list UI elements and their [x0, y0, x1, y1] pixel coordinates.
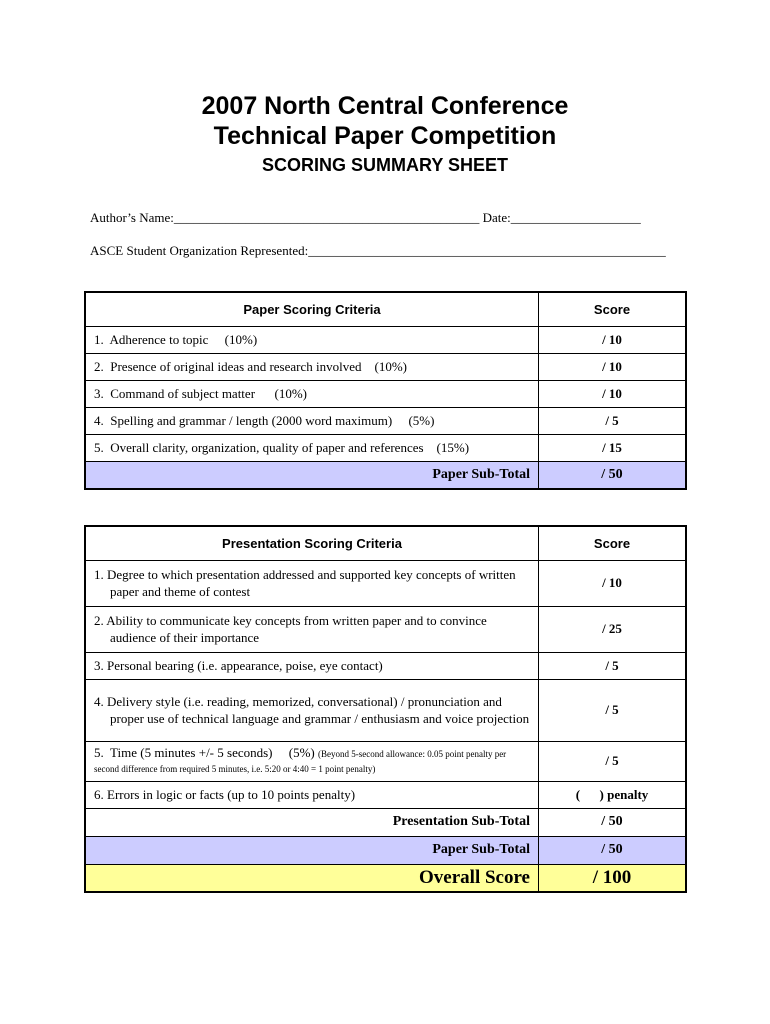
criterion-text: 4. Delivery style (i.e. reading, memorized, conversational) / pronunciation and proper use of technical language and grammar / enthusiasm and voice projection — [85, 679, 539, 741]
paper-score-header: Score — [539, 292, 687, 326]
table-row — [85, 560, 686, 606]
organization-field[interactable]: ASCE Student Organization Represented:_______________________________________________________ — [90, 243, 666, 258]
paper-subtotal-label: Paper Sub-Total — [85, 461, 539, 489]
presentation-criteria-header: Presentation Scoring Criteria — [85, 526, 539, 560]
overall-score-row — [85, 864, 686, 892]
criterion-text: 3. Command of subject matter (10%) — [85, 380, 539, 407]
score-cell[interactable]: / 15 — [539, 434, 687, 461]
paper-subtotal-score-2[interactable]: / 50 — [539, 836, 687, 864]
score-cell[interactable]: / 5 — [539, 407, 687, 434]
score-cell[interactable]: / 25 — [539, 606, 687, 652]
score-cell[interactable]: / 10 — [539, 560, 687, 606]
table-row — [85, 679, 686, 741]
table-row — [85, 606, 686, 652]
penalty-cell[interactable]: ( ) penalty — [539, 781, 687, 808]
page-subtitle: SCORING SUMMARY SHEET — [261, 155, 509, 175]
presentation-subtotal-label: Presentation Sub-Total — [85, 808, 539, 836]
criterion-text: 3. Personal bearing (i.e. appearance, poise, eye contact) — [85, 652, 539, 679]
author-name-field[interactable]: Author’s Name:_______________________________________________ Date:____________________ — [90, 210, 641, 225]
paper-scoring-table — [84, 291, 687, 490]
score-cell[interactable]: / 5 — [539, 652, 687, 679]
overall-score-label: Overall Score — [85, 864, 539, 892]
score-cell[interactable]: / 10 — [539, 380, 687, 407]
criterion-text: 2. Presence of original ideas and research involved (10%) — [85, 353, 539, 380]
score-cell[interactable]: / 5 — [539, 741, 687, 781]
overall-score-value[interactable]: / 100 — [539, 864, 687, 892]
table-row — [85, 380, 686, 407]
title-line-1: 2007 North Central Conference — [201, 92, 569, 120]
score-cell[interactable]: / 10 — [539, 326, 687, 353]
table-row — [85, 652, 686, 679]
criterion-text: 1. Degree to which presentation addressed and supported key concepts of written paper and theme of contest — [85, 560, 539, 606]
presentation-subtotal-row — [85, 808, 686, 836]
criterion-text: 5. Overall clarity, organization, quality of paper and references (15%) — [85, 434, 539, 461]
table-row — [85, 326, 686, 353]
criterion-text: 5. Time (5 minutes +/- 5 seconds) (5%) — [94, 745, 315, 760]
criterion-text: 1. Adherence to topic (10%) — [85, 326, 539, 353]
score-cell[interactable]: / 10 — [539, 353, 687, 380]
title-line-2: Technical Paper Competition — [213, 122, 557, 150]
criterion-text: 2. Ability to communicate key concepts from written paper and to convince audience of their importance — [85, 606, 539, 652]
presentation-score-header: Score — [539, 526, 687, 560]
criterion-note: (Beyond 5-second allowance: 0.05 point penalty per second difference from required 5 minutes, i.e. 5:20 or 4:40 = 1 point penalty) — [94, 749, 507, 774]
table-row — [85, 353, 686, 380]
table-row — [85, 781, 686, 808]
criterion-text: 6. Errors in logic or facts (up to 10 points penalty) — [85, 781, 539, 808]
table-row — [85, 407, 686, 434]
score-cell[interactable]: / 5 — [539, 679, 687, 741]
presentation-subtotal-score[interactable]: / 50 — [539, 808, 687, 836]
criterion-text: 4. Spelling and grammar / length (2000 word maximum) (5%) — [85, 407, 539, 434]
table-row — [85, 434, 686, 461]
paper-subtotal-label-2: Paper Sub-Total — [85, 836, 539, 864]
table-row — [85, 741, 686, 781]
paper-subtotal-score[interactable]: / 50 — [539, 461, 687, 489]
paper-criteria-header: Paper Scoring Criteria — [85, 292, 539, 326]
presentation-scoring-table — [84, 525, 687, 893]
paper-subtotal-row — [85, 461, 686, 489]
paper-subtotal-row — [85, 836, 686, 864]
